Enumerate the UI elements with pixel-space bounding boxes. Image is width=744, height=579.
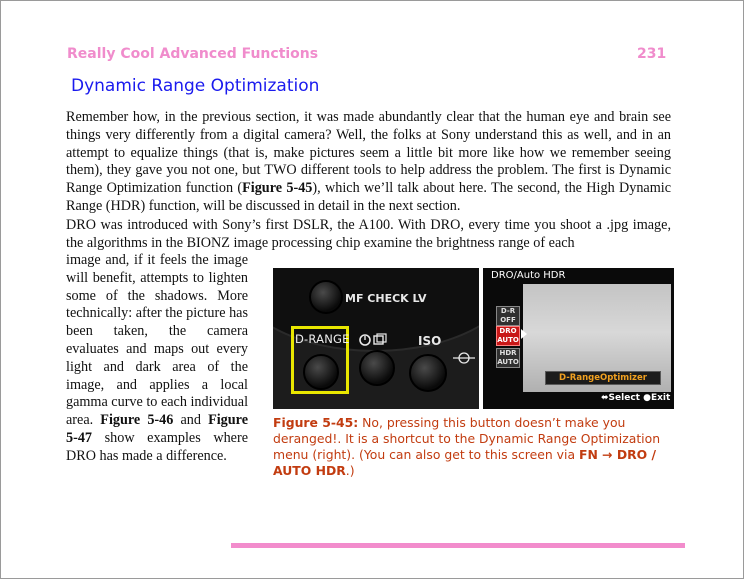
- menu-option-hdr-auto-line2: AUTO: [497, 358, 519, 366]
- menu-screen-title: DRO/Auto HDR: [491, 270, 566, 281]
- section-title: Dynamic Range Optimization: [71, 76, 320, 96]
- paragraph-dro-continued: [66, 252, 248, 466]
- paragraph-dro-continued-text-a: image and, if it feels the image will benefit, attempts to lighten some of the shadows. More technically: after the picture has been taken, the camera evaluates and maps out every light and dark area of the image, and applies a local gamma curve to each individual area.: [66, 252, 249, 429]
- control-wheel-icon: [453, 350, 475, 366]
- paragraph-dro-continued-text-c: show examples where DRO has made a difference.: [66, 429, 248, 464]
- figure-caption: [273, 415, 678, 479]
- figure-reference: Figure 5-46: [100, 412, 174, 429]
- menu-option-dro-auto-line2: AUTO: [497, 336, 519, 344]
- menu-option-dr-off-line2: OFF: [500, 316, 516, 324]
- menu-screen-footer: [601, 393, 670, 403]
- selected-option-label: D-RangeOptimizer: [545, 371, 661, 385]
- caption-label: Figure 5-45:: [273, 415, 359, 430]
- page-number: 231: [637, 46, 667, 62]
- d-range-button: [303, 354, 339, 390]
- dro-menu-screen-photo: [483, 268, 674, 409]
- menu-option-hdr-auto: [496, 348, 520, 368]
- caption-text-b: .): [345, 463, 355, 478]
- figure-reference: Figure 5-47: [66, 412, 248, 446]
- menu-option-hdr-auto-line1: HDR: [499, 349, 517, 357]
- caption-text-a: No, pressing this button doesn’t make you deranged!. It is a shortcut to the Dynamic Range Optimization menu (right). (You can also get to this screen via: [273, 415, 661, 462]
- self-timer-drive-icon: [359, 332, 389, 348]
- footer-rule: [231, 543, 685, 548]
- d-range-label: D-RANGE: [295, 332, 350, 346]
- paragraph-intro-text-b: ), which we’ll talk about here. The second, the High Dynamic Range (HDR) function, will be discussed in detail in the next section.: [66, 180, 671, 214]
- paragraph-intro: [66, 109, 671, 216]
- menu-path: FN → DRO / AUTO HDR: [273, 447, 657, 478]
- paragraph-intro-text-a: Remember how, in the previous section, it was made abundantly clear that the human eye and brain see things very differently from a digital camera? Well, the folks at Sony understand this as well, and in an attempt to equalize things (that is, make pictures seem a little bit more like how we remember seeing them), they gave you not one, but TWO different tools to help address the problem. The first is Dynamic Range Optimization function (: [66, 109, 671, 197]
- running-header-section: Really Cool Advanced Functions: [67, 46, 319, 62]
- paragraph-dro: DRO was introduced with Sony’s first DSLR, the A100. With DRO, every time you shoot a .jpg image, the algorithms in the BIONZ image processing chip examine the brightness range of each: [66, 217, 671, 251]
- footer-select-label: Select: [608, 393, 640, 403]
- iso-button: [409, 354, 447, 392]
- mf-check-label: MF CHECK LV: [345, 292, 427, 305]
- mf-check-button: [309, 280, 343, 314]
- menu-option-dr-off-line1: D-R: [500, 307, 516, 315]
- menu-option-dro-auto-line1: DRO: [499, 327, 517, 335]
- selection-arrow-icon: [521, 329, 527, 339]
- camera-buttons-photo: [273, 268, 479, 409]
- menu-option-dr-off: [496, 306, 520, 326]
- menu-option-dro-auto: [496, 326, 520, 346]
- paragraph-dro-continued-text-b: and: [173, 412, 209, 429]
- drive-mode-button: [359, 350, 395, 386]
- footer-exit-label: Exit: [650, 393, 671, 403]
- iso-label: ISO: [418, 334, 442, 348]
- figure-reference: Figure 5-45: [242, 180, 313, 197]
- center-button-icon: ●: [643, 393, 651, 403]
- four-way-arrow-icon: ⬌: [601, 393, 609, 403]
